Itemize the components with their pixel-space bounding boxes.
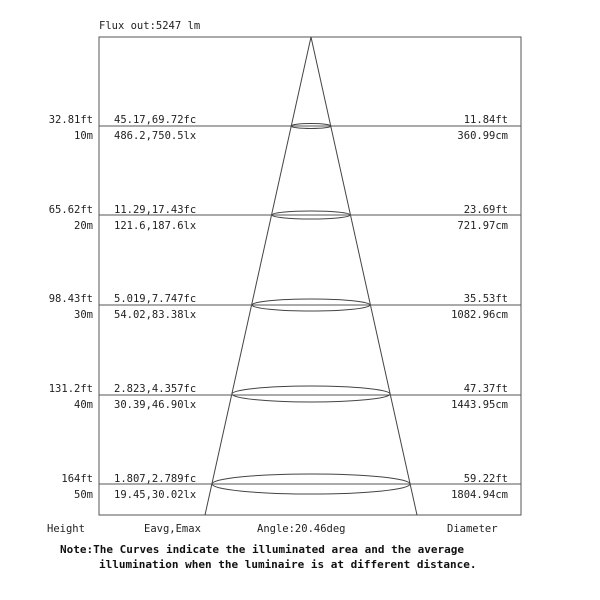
distance-row-10m xyxy=(49,114,521,142)
diameter-cm-label: 1082.96cm xyxy=(451,309,508,321)
height-m-label: 30m xyxy=(74,309,93,321)
footer-angle-label: Angle:20.46deg xyxy=(257,523,346,535)
illuminance-fc-label: 45.17,69.72fc xyxy=(114,114,197,126)
diameter-cm-label: 721.97cm xyxy=(457,220,508,232)
cone-left-edge xyxy=(205,37,311,515)
footer-eavg-label: Eavg,Emax xyxy=(144,523,201,535)
height-ft-label: 32.81ft xyxy=(48,114,93,126)
height-ft-label: 98.43ft xyxy=(48,293,93,305)
illuminance-lx-label: 19.45,30.02lx xyxy=(114,489,197,501)
height-ft-label: 164ft xyxy=(61,473,93,485)
distance-row-40m xyxy=(49,383,521,411)
illuminance-fc-label: 2.823,4.357fc xyxy=(114,383,197,395)
height-m-label: 40m xyxy=(74,399,93,411)
illuminance-fc-label: 5.019,7.747fc xyxy=(114,293,197,305)
note-line-1: Note:The Curves indicate the illuminated area and the average xyxy=(60,543,464,556)
height-m-label: 10m xyxy=(74,130,93,142)
illuminance-lx-label: 486.2,750.5lx xyxy=(114,130,197,142)
diagram-frame xyxy=(99,37,521,515)
distance-row-20m xyxy=(49,204,521,232)
illuminance-lx-label: 54.02,83.38lx xyxy=(114,309,197,321)
illumination-ellipse xyxy=(232,386,390,402)
diameter-cm-label: 360.99cm xyxy=(457,130,508,142)
height-m-label: 50m xyxy=(74,489,93,501)
illuminance-lx-label: 121.6,187.6lx xyxy=(114,220,197,232)
illuminance-fc-label: 11.29,17.43fc xyxy=(114,204,197,216)
footer-height-label: Height xyxy=(47,523,85,535)
diameter-cm-label: 1804.94cm xyxy=(451,489,508,501)
height-m-label: 20m xyxy=(74,220,93,232)
diameter-cm-label: 1443.95cm xyxy=(451,399,508,411)
diameter-ft-label: 35.53ft xyxy=(463,293,508,305)
diameter-ft-label: 23.69ft xyxy=(463,204,508,216)
footer-diameter-label: Diameter xyxy=(447,523,498,535)
flux-label: Flux out:5247 lm xyxy=(99,20,201,32)
distance-row-30m xyxy=(49,293,521,321)
diameter-ft-label: 11.84ft xyxy=(463,114,508,126)
diameter-ft-label: 59.22ft xyxy=(463,473,508,485)
illuminance-fc-label: 1.807,2.789fc xyxy=(114,473,197,485)
height-ft-label: 131.2ft xyxy=(48,383,93,395)
illuminance-lx-label: 30.39,46.90lx xyxy=(114,399,197,411)
diameter-ft-label: 47.37ft xyxy=(463,383,508,395)
note-line-2: illumination when the luminaire is at different distance. xyxy=(99,558,477,571)
height-ft-label: 65.62ft xyxy=(48,204,93,216)
cone-right-edge xyxy=(311,37,417,515)
distance-row-50m xyxy=(61,473,521,501)
